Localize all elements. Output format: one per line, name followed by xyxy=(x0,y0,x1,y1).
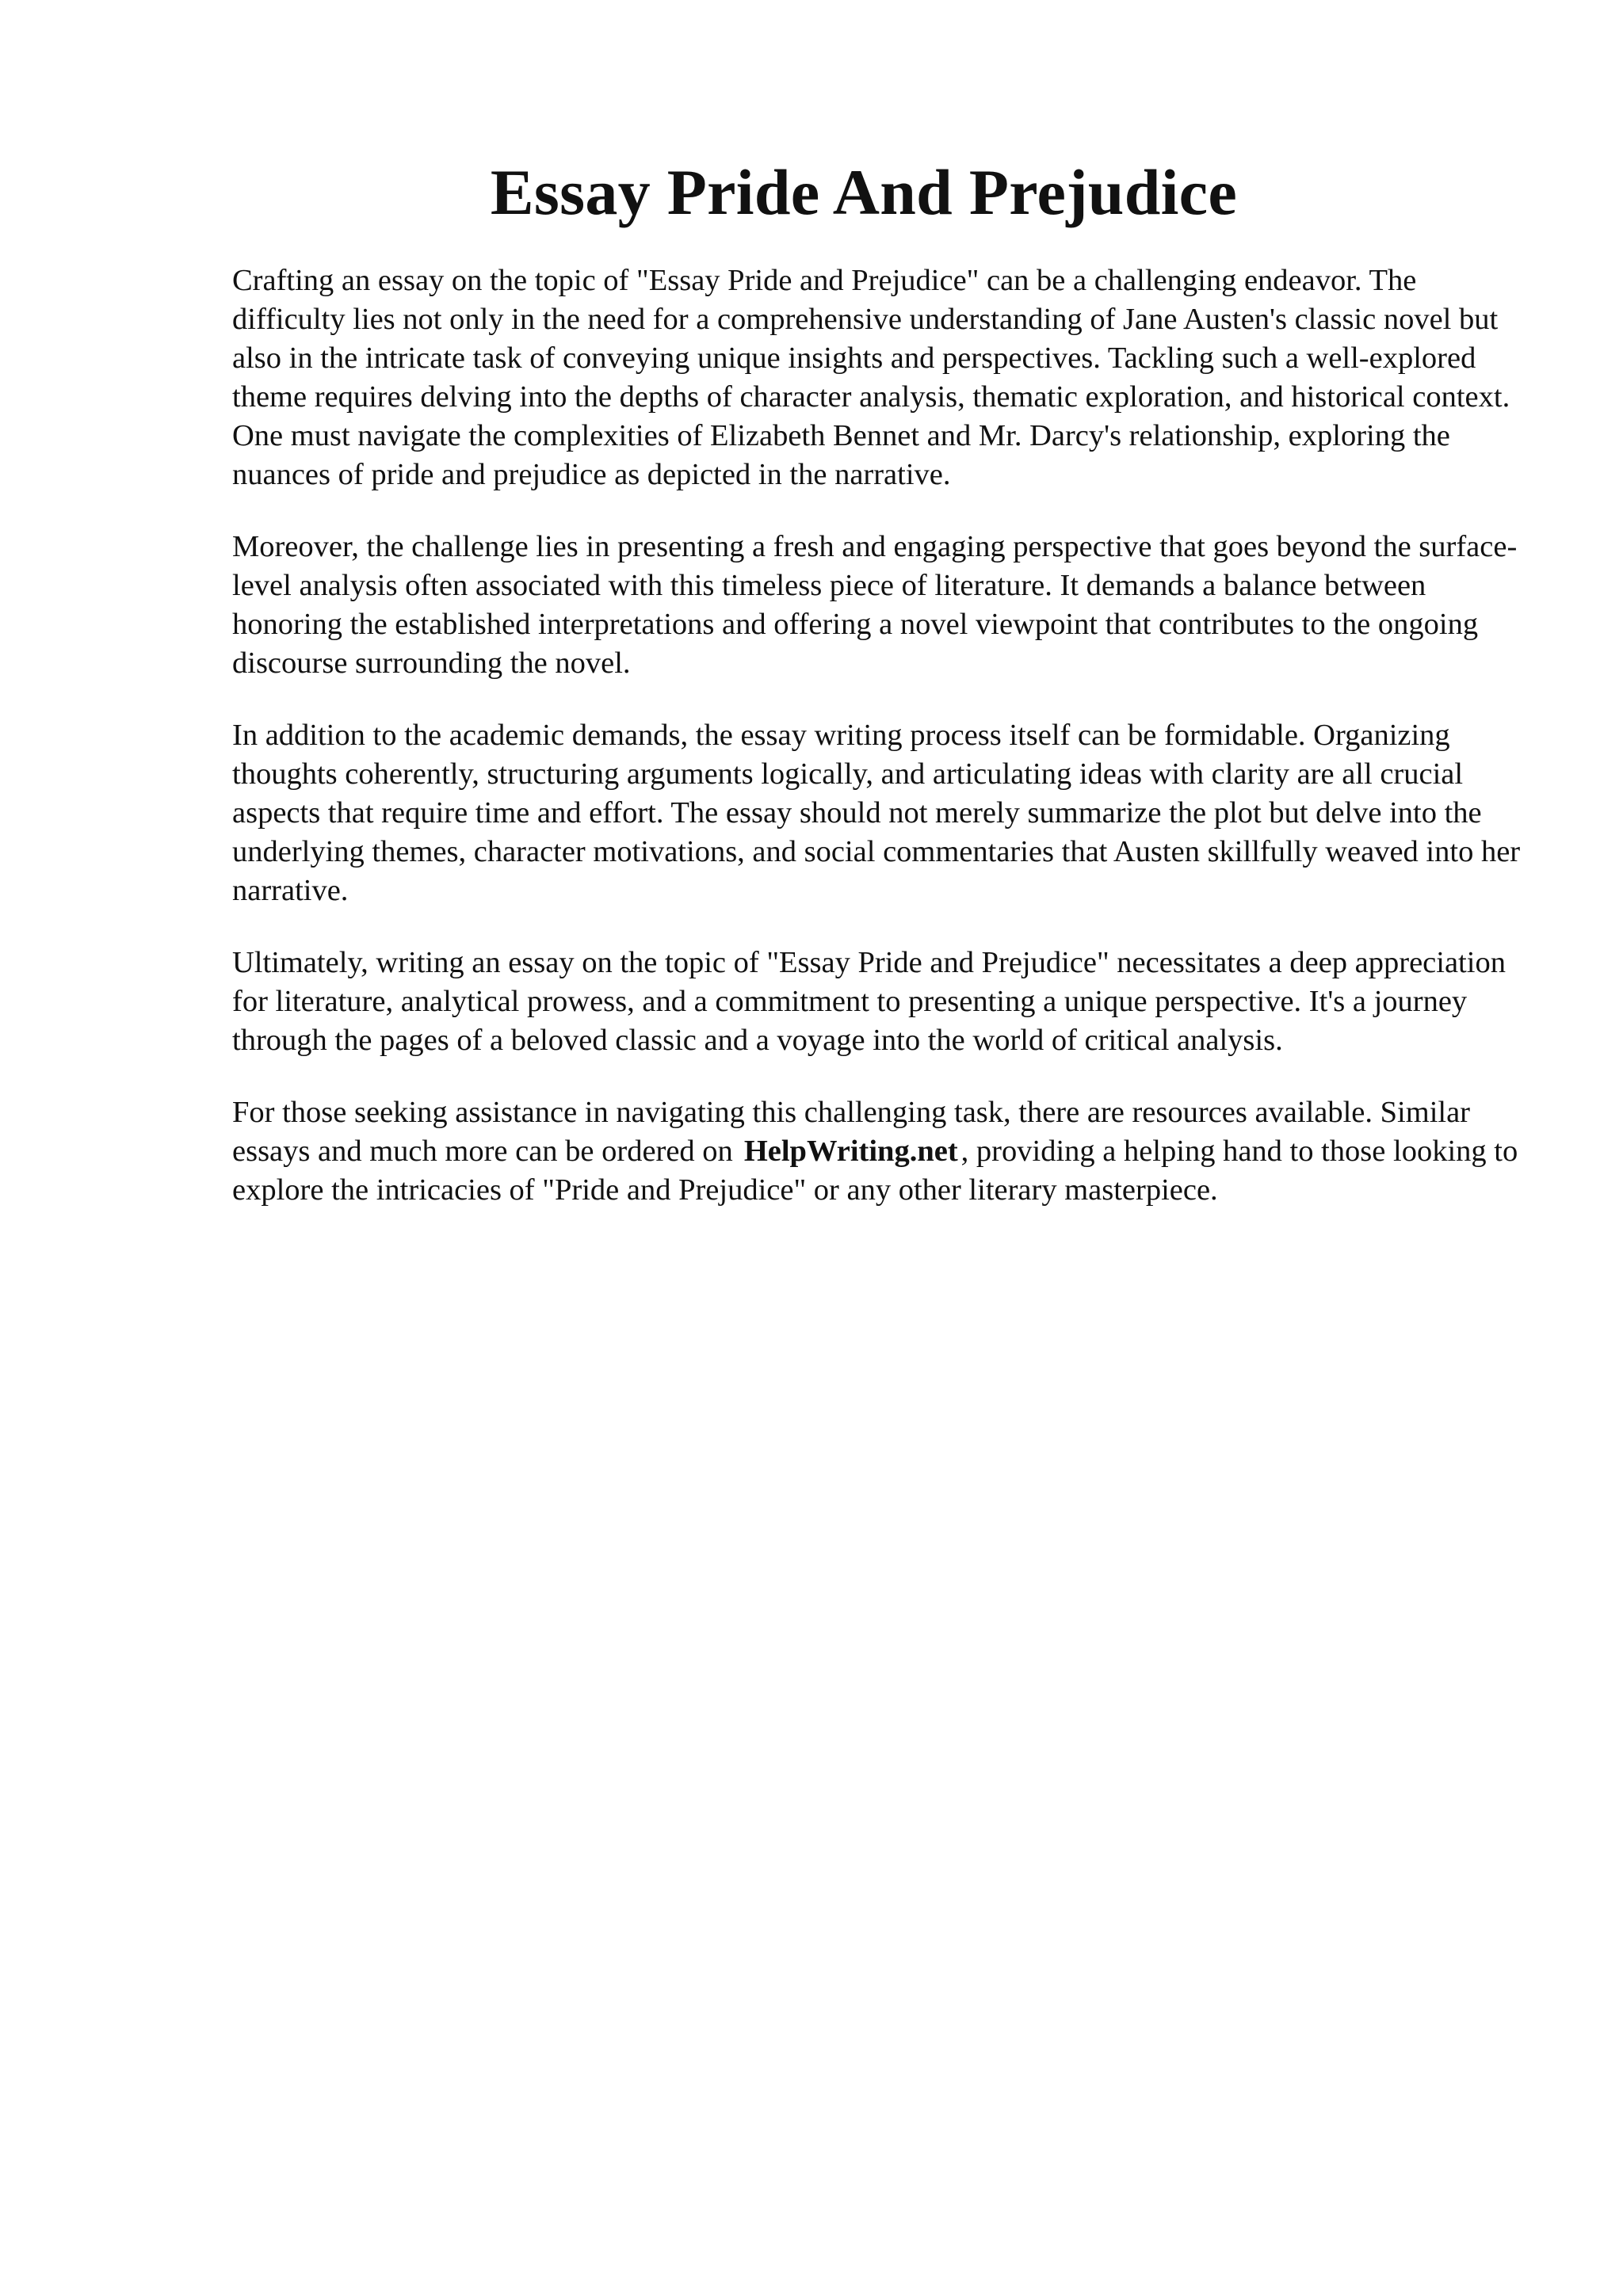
resources-text-after: , providing a helping hand to those looking to explore the intricacies of "Pride and Prejudice" or any other literary masterpiece. xyxy=(232,1135,1518,1207)
paragraph-challenge: Moreover, the challenge lies in presenting a fresh and engaging perspective that goes beyond the surface-level analysis often associated with this timeless piece of literature. It demands a balance between honoring the established interpretations and offering a novel viewpoint that contributes to the ongoing discourse surrounding the novel. xyxy=(232,530,1518,680)
document-body xyxy=(232,261,1532,1243)
paragraph-writing-process: In addition to the academic demands, the essay writing process itself can be formidable. Organizing thoughts coherently, structuring arguments logically, and articulating ideas with clarity are all crucial aspects that require time and effort. The essay should not merely summarize the plot but delve into the underlying themes, character motivations, and social commentaries that Austen skillfully weaved into her narrative. xyxy=(232,719,1521,907)
paragraph-intro: Crafting an essay on the topic of "Essay Pride and Prejudice" can be a challenging endeavor. The difficulty lies not only in the need for a comprehensive understanding of Jane Austen's classic novel but also in the intricate task of conveying unique insights and perspectives. Tackling such a well-explored theme requires delving into the depths of character analysis, thematic exploration, and historical context. One must navigate the complexities of Elizabeth Bennet and Mr. Darcy's relationship, exploring the nuances of pride and prejudice as depicted in the narrative. xyxy=(232,264,1510,491)
resources-text-before: For those seeking assistance in navigating this challenging task, there are resources available. Similar essays and much more can be ordered on xyxy=(232,1096,1470,1168)
document-title: Essay Pride And Prejudice xyxy=(490,156,1238,228)
paragraph-resources xyxy=(232,1093,1532,1210)
paragraph-conclusion: Ultimately, writing an essay on the topic of "Essay Pride and Prejudice" necessitates a deep appreciation for literature, analytical prowess, and a commitment to presenting a unique perspective. It's a journey through the pages of a beloved classic and a voyage into the world of critical analysis. xyxy=(232,946,1506,1057)
helpwriting-link[interactable]: HelpWriting.net xyxy=(743,1135,958,1168)
